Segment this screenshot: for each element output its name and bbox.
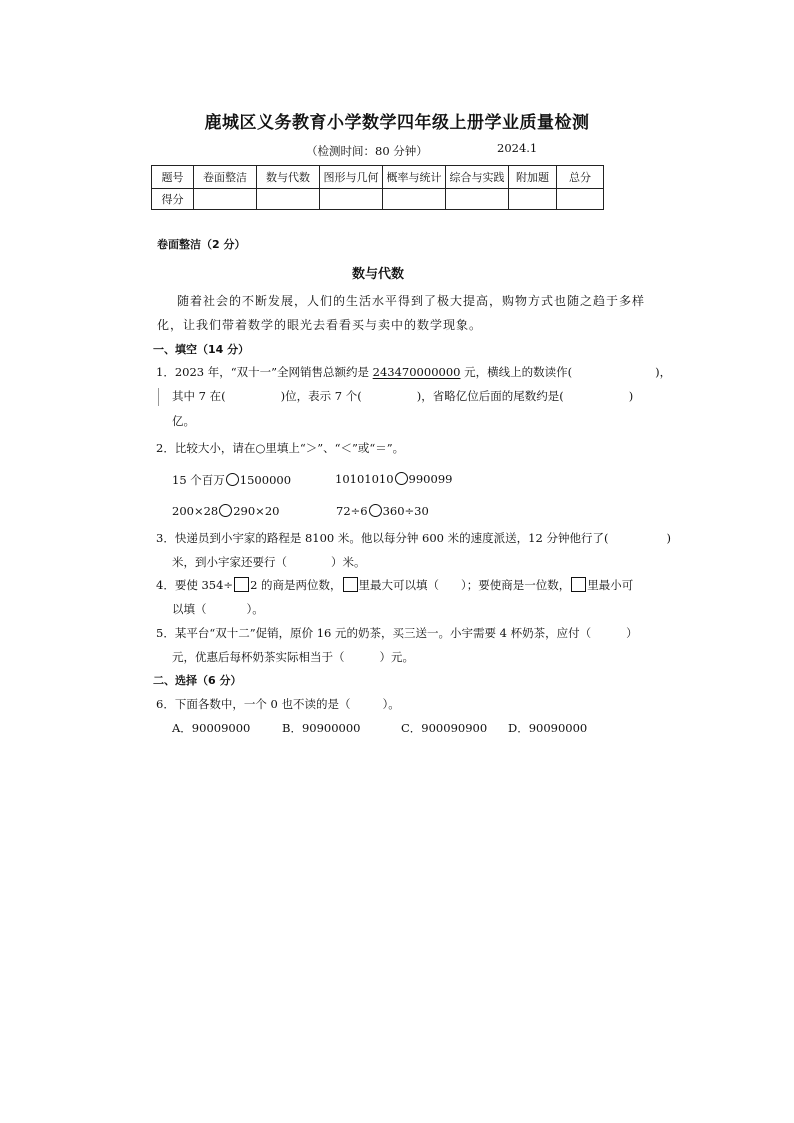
- score-row-label: 得分: [152, 189, 194, 210]
- score-header-cell: 数与代数: [257, 166, 320, 189]
- score-header-cell: 题号: [152, 166, 194, 189]
- q2-i1-left: 15 个百万: [172, 473, 225, 487]
- score-header-cell: 附加题: [509, 166, 557, 189]
- question-4-line-2: [172, 601, 264, 617]
- scan-mark: [158, 388, 159, 406]
- intro-line-1: 随着社会的不断发展，人们的生活水平得到了极大提高，购物方式也随之趋于多样: [177, 294, 646, 308]
- q4-text-a: 4．要使 354÷: [156, 578, 234, 592]
- page-title: 鹿城区义务教育小学数学四年级上册学业质量检测: [204, 113, 590, 133]
- q1-text-c: )，: [655, 365, 672, 379]
- q2-i4-left: 72÷6: [336, 504, 368, 518]
- q2-item-1: [172, 472, 291, 488]
- q4-text-d: ）；要使商是一位数，: [461, 578, 571, 592]
- score-cell[interactable]: [257, 189, 320, 210]
- q6-text-b: ）。: [382, 697, 400, 711]
- q5-text-c: 元，优惠后每杯奶茶实际相当于（: [172, 650, 345, 664]
- q1-line2-b: )位，表示 7 个(: [280, 389, 362, 403]
- q5-text-a: 5．某平台“双十二”促销，原价 16 元的奶茶，买三送一。小宇需要 4 杯奶茶，应付（: [156, 626, 592, 640]
- q1-line2-a: 其中 7 在(: [172, 389, 226, 403]
- q6-option-b[interactable]: B．90900000: [282, 721, 361, 735]
- compare-circle[interactable]: [219, 504, 232, 517]
- score-cell[interactable]: [509, 189, 557, 210]
- q4-text-e: 里最小可: [587, 578, 634, 592]
- question-5-line-2: [172, 649, 414, 665]
- q3-text-c: 米，到小宇家还要行（: [172, 555, 287, 569]
- score-table: [151, 165, 604, 210]
- intro-line-2: 化，让我们带着数学的眼光去看看买与卖中的数学现象。: [157, 318, 483, 332]
- digit-box[interactable]: [234, 577, 249, 592]
- section-title: 数与代数: [352, 267, 405, 282]
- q2-i1-right: 1500000: [239, 473, 292, 487]
- q2-item-2: [335, 472, 452, 486]
- q2-i3-right: 290×20: [233, 504, 280, 518]
- score-cell[interactable]: [320, 189, 383, 210]
- question-1-line-1: [156, 364, 671, 380]
- exam-date: 2024.1: [497, 141, 538, 155]
- score-table-header-row: [152, 166, 604, 189]
- q2-i2-right: 990099: [408, 472, 453, 486]
- part2-heading: 二、选择（6 分）: [153, 674, 242, 687]
- q1-line2-d: ): [628, 389, 634, 403]
- q1-line2-c: )，省略亿位后面的尾数约是(: [416, 389, 564, 403]
- score-cell[interactable]: [557, 189, 604, 210]
- q4-text-b: 2 的商是两位数，: [250, 578, 342, 592]
- q6-option-c[interactable]: C．900090900: [401, 721, 488, 735]
- score-cell[interactable]: [383, 189, 446, 210]
- question-5-line-1: [156, 625, 638, 641]
- q6-text-a: 6．下面各数中，一个 0 也不读的是（: [156, 697, 351, 711]
- q4-text-g: ）。: [246, 602, 264, 616]
- question-3-line-1: [156, 530, 671, 546]
- score-header-cell: 图形与几何: [320, 166, 383, 189]
- question-2-prompt: 2．比较大小，请在○里填上“＞”、“＜”或“＝”。: [156, 441, 405, 455]
- compare-circle[interactable]: [369, 504, 382, 517]
- q2-i3-left: 200×28: [172, 504, 219, 518]
- q1-text-b: 元，横线上的数读作(: [460, 365, 573, 379]
- q3-text-d: ）米。: [331, 555, 366, 569]
- question-4-line-1: [156, 577, 633, 593]
- q5-text-d: ）元。: [379, 650, 414, 664]
- q1-text-a: 1．2023 年，“双十一”全网销售总额约是: [156, 365, 373, 379]
- digit-box[interactable]: [571, 577, 586, 592]
- score-header-cell: 总分: [557, 166, 604, 189]
- neatness-label: 卷面整洁（2 分）: [157, 238, 246, 251]
- question-3-line-2: [172, 554, 366, 570]
- score-header-cell: 综合与实践: [446, 166, 509, 189]
- score-cell[interactable]: [194, 189, 257, 210]
- digit-box[interactable]: [343, 577, 358, 592]
- score-cell[interactable]: [446, 189, 509, 210]
- q2-i2-left: 10101010: [335, 472, 394, 486]
- score-header-cell: 卷面整洁: [194, 166, 257, 189]
- q6-option-d[interactable]: D．90090000: [508, 721, 588, 735]
- compare-circle[interactable]: [226, 473, 239, 486]
- score-table-score-row: [152, 189, 604, 210]
- q2-item-4: [336, 504, 429, 518]
- q3-text-b: ): [666, 531, 671, 545]
- q2-i4-right: 360÷30: [382, 504, 429, 518]
- exam-duration: （检测时间：80 分钟）: [306, 144, 428, 158]
- q3-text-a: 3．快递员到小宇家的路程是 8100 米。他以每分钟 600 米的速度派送，12 分钟他行了(: [156, 531, 609, 545]
- q1-line3: 亿。: [172, 414, 195, 428]
- part1-heading: 一、填空（14 分）: [153, 343, 250, 356]
- compare-circle[interactable]: [395, 472, 408, 485]
- q1-underlined-number: 243470000000: [372, 365, 461, 379]
- question-1-line-2: [172, 388, 633, 404]
- question-6-prompt: [156, 696, 400, 712]
- q6-option-a[interactable]: A．90009000: [172, 721, 251, 735]
- q5-text-b: ）: [626, 626, 638, 640]
- score-header-cell: 概率与统计: [383, 166, 446, 189]
- q4-text-c: 里最大可以填（: [358, 578, 440, 592]
- q2-item-3: [172, 504, 279, 518]
- q4-text-f: 以填（: [172, 602, 207, 616]
